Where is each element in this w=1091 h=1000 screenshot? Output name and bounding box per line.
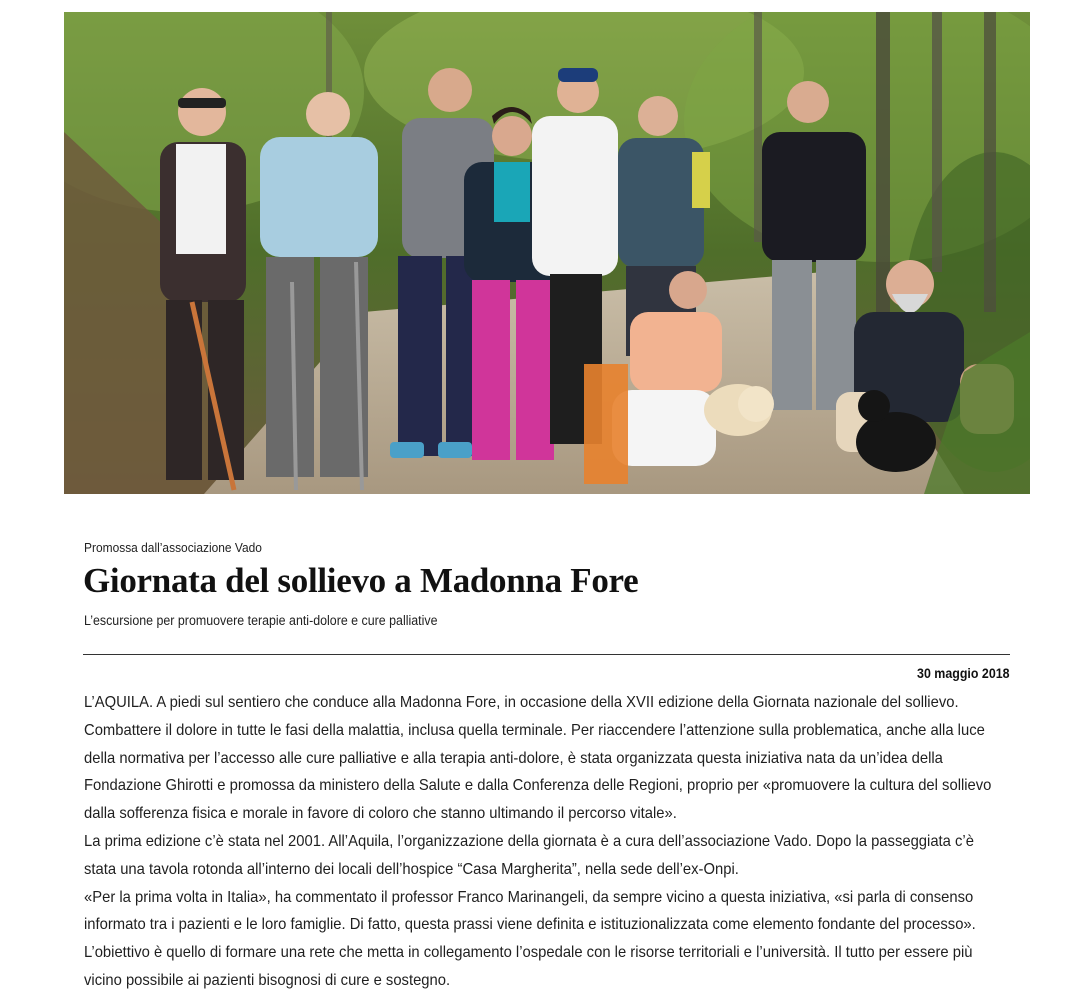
article-paragraph: L’obiettivo è quello di formare una rete che metta in collegamento l’ospedale con le risorse territoriali e l’università. Il tutto per essere più vicino possibile ai pazienti bisognosi di cure e sostegno. — [84, 944, 973, 989]
group-hike-photo — [64, 12, 1030, 494]
article-photo — [64, 12, 1030, 494]
article-paragraph: L’AQUILA. A piedi sul sentiero che conduce alla Madonna Fore, in occasione della XVII edizione della Giornata nazionale del sollievo. Combattere il dolore in tutte le fasi della malattia, inclusa quella terminale. Per riaccendere l’attenzione sulla problematica, anche alla luce della normativa per l’accesso alle cure palliative e alla terapia anti-dolore, è stata organizzata questa iniziativa nata da un’idea della Fondazione Ghirotti e promossa da ministero della Salute e dalla Conferenza delle Regioni, proprio per «promuovere la cultura del sollievo dalla sofferenza fisica e morale in favore di coloro che stanno ultimando il percorso vitale». — [84, 694, 992, 823]
article-title: Giornata del sollievo a Madonna Fore — [83, 561, 639, 600]
tree-trunk — [932, 12, 942, 272]
tree-trunk — [754, 12, 762, 242]
tree-trunk — [984, 12, 996, 312]
article-date: 30 maggio 2018 — [917, 666, 1010, 681]
article-kicker: Promossa dall’associazione Vado — [84, 540, 262, 555]
divider — [83, 654, 1010, 655]
article-subtitle: L’escursione per promuovere terapie anti-dolore e cure palliative — [84, 613, 438, 628]
article-paragraph: La prima edizione c’è stata nel 2001. All’Aquila, l’organizzazione della giornata è a cura dell’associazione Vado. Dopo la passeggiata c’è stata una tavola rotonda all’interno dei locali dell’hospice “Casa Margherita”, nella sede dell’ex-Onpi. — [84, 832, 974, 878]
article-body — [84, 689, 1009, 995]
article-paragraph: «Per la prima volta in Italia», ha commentato il professor Franco Marinangeli, da sempre vicino a questa iniziativa, «si parla di consenso informato tra i pazienti e le loro famiglie. Di fatto, questa prassi viene definita e istituzionalizzata come elemento fondante del processo». — [84, 888, 976, 934]
